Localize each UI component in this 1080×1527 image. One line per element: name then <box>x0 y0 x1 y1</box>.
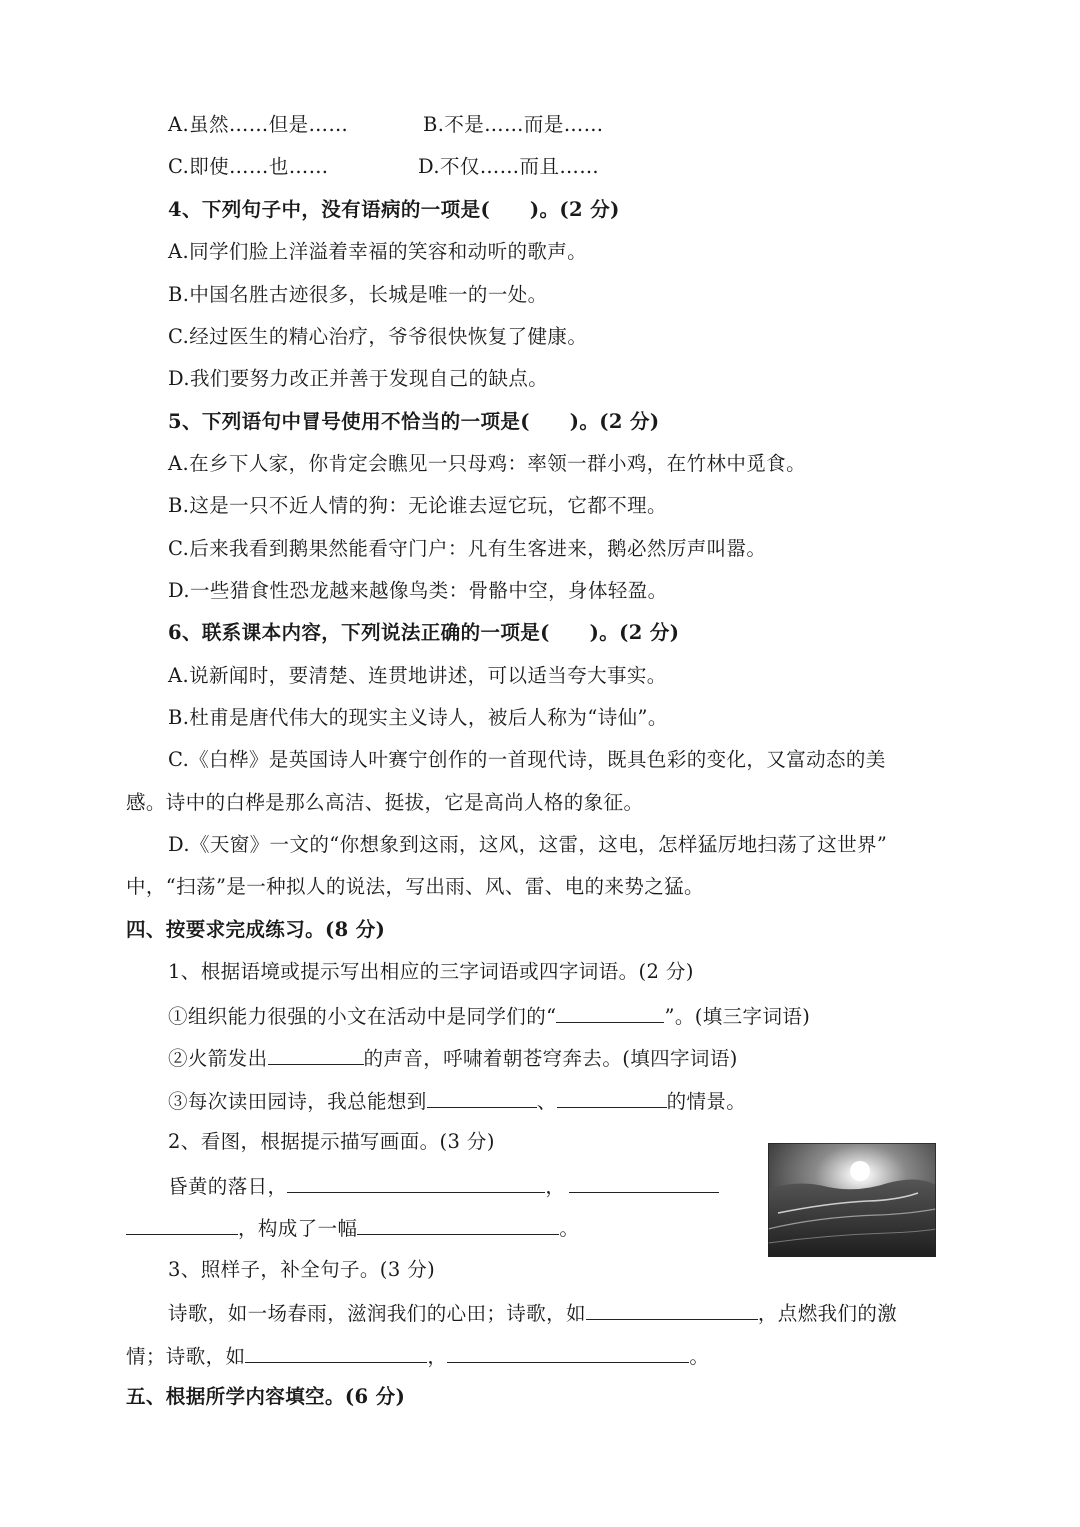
s4-q1-stem: 1、根据语境或提示写出相应的三字词语或四字词语。(2 分) <box>168 960 694 983</box>
q4-option-d: D.我们要努力改正并善于发现自己的缺点。 <box>168 367 549 390</box>
s4-q2-line-1 <box>168 1170 719 1202</box>
answer-blank[interactable] <box>357 1212 559 1235</box>
q3-option-d: D.不仅……而且…… <box>418 155 600 178</box>
q4-stem: 4、下列句子中，没有语病的一项是( )。(2 分) <box>168 198 620 221</box>
s4-q1-item-2-text-a: ②火箭发出 <box>168 1047 268 1070</box>
s4-q1-item-3-text-a: ③每次读田园诗，我总能想到 <box>168 1090 427 1113</box>
q4-option-b: B.中国名胜古迹很多，长城是唯一的一处。 <box>168 283 548 306</box>
s4-q3-line-1-text-a: 诗歌，如一场春雨，滋润我们的心田；诗歌，如 <box>168 1302 586 1325</box>
s4-q3-line-1 <box>168 1297 897 1329</box>
answer-blank[interactable] <box>126 1212 238 1235</box>
q3-option-a: A.虽然……但是…… <box>168 113 349 136</box>
s4-q3-line-2-text-b: ， <box>427 1345 448 1368</box>
q6-option-c-line1: C.《白桦》是英国诗人叶赛宁创作的一首现代诗，既具色彩的变化，又富动态的美 <box>168 748 886 771</box>
s4-q2-line-2-text-b: 。 <box>559 1217 580 1240</box>
s4-q3-line-1-text-b: ，点燃我们的激 <box>757 1302 898 1325</box>
answer-blank[interactable] <box>427 1085 537 1108</box>
q6-stem: 6、联系课本内容，下列说法正确的一项是( )。(2 分) <box>168 621 680 644</box>
answer-blank[interactable] <box>245 1340 427 1363</box>
s4-q3-stem: 3、照样子，补全句子。(3 分) <box>168 1258 436 1281</box>
s4-q1-item-1-text-a: ①组织能力很强的小文在活动中是同学们的“ <box>168 1005 557 1028</box>
q5-stem: 5、下列语句中冒号使用不恰当的一项是( )。(2 分) <box>168 410 660 433</box>
section-5-title: 五、根据所学内容填空。(6 分) <box>126 1385 406 1408</box>
sunset-photo <box>768 1143 936 1257</box>
s4-q2-line-1-text-b: ， <box>545 1175 566 1198</box>
q6-option-c-line2: 感。诗中的白桦是那么高洁、挺拔，它是高尚人格的象征。 <box>126 791 644 814</box>
answer-blank[interactable] <box>557 1085 667 1108</box>
s4-q1-item-2 <box>168 1042 738 1074</box>
s4-q2-stem: 2、看图，根据提示描写画面。(3 分) <box>168 1130 495 1153</box>
answer-blank[interactable] <box>586 1297 758 1320</box>
q6-option-d-line2: 中，“扫荡”是一种拟人的说法，写出雨、风、雷、电的来势之猛。 <box>126 875 704 898</box>
section-4-title: 四、按要求完成练习。(8 分) <box>126 918 386 941</box>
answer-blank[interactable] <box>287 1170 545 1193</box>
s4-q2-line-2-text-a: ，构成了一幅 <box>238 1217 358 1240</box>
q4-option-a: A.同学们脸上洋溢着幸福的笑容和动听的歌声。 <box>168 240 588 263</box>
s4-q3-line-2-text-a: 情；诗歌，如 <box>126 1345 246 1368</box>
q6-option-d-line1: D.《天窗》一文的“你想象到这雨，这风，这雷，这电，怎样猛厉地扫荡了这世界” <box>168 833 888 856</box>
s4-q3-line-2-text-c: 。 <box>689 1345 710 1368</box>
q5-option-a: A.在乡下人家，你肯定会瞧见一只母鸡：率领一群小鸡，在竹林中觅食。 <box>168 452 806 475</box>
s4-q1-item-2-text-b: 的声音，呼啸着朝苍穹奔去。(填四字词语) <box>363 1047 738 1070</box>
q4-option-c: C.经过医生的精心治疗，爷爷很快恢复了健康。 <box>168 325 588 348</box>
answer-blank[interactable] <box>268 1042 364 1065</box>
s4-q1-item-1-text-b: ”。(填三字词语) <box>664 1005 811 1028</box>
q5-option-b: B.这是一只不近人情的狗：无论谁去逗它玩，它都不理。 <box>168 494 667 517</box>
q6-option-b: B.杜甫是唐代伟大的现实主义诗人，被后人称为“诗仙”。 <box>168 706 668 729</box>
answer-blank[interactable] <box>569 1170 719 1193</box>
q3-option-c: C.即使……也…… <box>168 155 329 178</box>
s4-q1-item-3-text-c: 的情景。 <box>666 1090 747 1113</box>
q6-option-a: A.说新闻时，要清楚、连贯地讲述，可以适当夸大事实。 <box>168 664 667 687</box>
s4-q1-item-1 <box>168 1000 810 1032</box>
s4-q3-line-2 <box>126 1340 709 1372</box>
q3-option-b: B.不是……而是…… <box>423 113 604 136</box>
s4-q2-line-1-text-a: 昏黄的落日， <box>168 1175 288 1198</box>
s4-q1-item-3 <box>168 1085 746 1117</box>
answer-blank[interactable] <box>556 1000 664 1023</box>
s4-q1-item-3-text-b: 、 <box>536 1090 557 1113</box>
s4-q2-line-2 <box>126 1212 579 1244</box>
q5-option-d: D.一些猎食性恐龙越来越像鸟类：骨骼中空，身体轻盈。 <box>168 579 668 602</box>
q5-option-c: C.后来我看到鹅果然能看守门户：凡有生客进来，鹅必然厉声叫嚣。 <box>168 537 767 560</box>
answer-blank[interactable] <box>447 1340 689 1363</box>
